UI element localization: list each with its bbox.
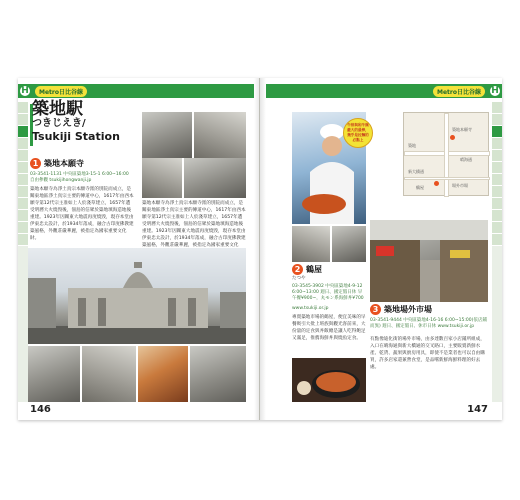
spot-2-kana: たつや bbox=[292, 276, 306, 281]
spot-1-body-right: 築地本願寺為淨土真宗本願寺派的別院而成立，是關東地區淨土真宗主要的傳道中心，1617年由西本願寺第12代宗主准如上人於淺草建立，1657年遭受明曆大火燒毀後，佃島的信眾於築地填海造地後重建。1923年因關東大地震再度燒毀，現存本堂由伊東忠太設計，於1934年落成，融合古印度佛教建築風格，外觀莊嚴華麗，被指定為國家重要文化 bbox=[142, 201, 246, 248]
guardian-statue-photo bbox=[142, 112, 192, 158]
spot-2-info: 03-3545-3902 中央區築地4-9-12 6:00~13:00 週日、國定假日休 早午餐¥900~，丸モン系海鮮丼¥700 bbox=[292, 284, 364, 301]
map-label-harumi: 晴海通 bbox=[460, 157, 472, 162]
map-label-tsuruya: 鶴屋 bbox=[416, 185, 424, 190]
bottom-photo-1 bbox=[28, 346, 80, 402]
map-pin-icon bbox=[450, 135, 455, 140]
spot-2-header bbox=[292, 264, 322, 275]
right-page bbox=[260, 78, 502, 420]
book-gutter bbox=[254, 78, 266, 420]
outer-market-photo bbox=[370, 220, 488, 302]
line-label-left: Metro日比谷線 bbox=[35, 86, 87, 97]
tsukiji-hongwanji-photo bbox=[28, 248, 246, 344]
spot-2-name: 鶴屋 bbox=[306, 265, 322, 274]
left-index-tabs bbox=[18, 102, 28, 402]
map-label-shinohashi: 新大橋通 bbox=[408, 169, 424, 174]
spot-1-name: 築地本願寺 bbox=[44, 159, 84, 168]
page-number-left: 146 bbox=[30, 404, 51, 415]
line-label-right: Metro日比谷線 bbox=[433, 86, 485, 97]
spot-1-number: 1 bbox=[30, 158, 41, 169]
spot-1-body-left: 築地本願寺為淨土真宗本願寺派的別院而成立，是關東地區淨土真宗主要的傳道中心，1617年由西本願寺第12代宗主准如上人於淺草建立，1657年遭受明曆大火燒毀後，佃島的信眾於築地填海造地後重建。1923年因關東大地震再度燒毀，現存本堂由伊東忠太設計，於1934年落成，融合古印度佛教建築風格，外觀莊嚴華麗，被指定為國家重要文化財。 bbox=[30, 187, 134, 241]
spot-3-number: 3 bbox=[370, 304, 381, 315]
bottom-photo-4 bbox=[190, 346, 246, 402]
bottom-photo-3 bbox=[138, 346, 188, 402]
kaisendon-photo bbox=[292, 358, 366, 402]
bowl-illustration bbox=[292, 358, 366, 402]
spot-2-url[interactable]: www.tsukiji.or.jp bbox=[292, 306, 329, 311]
callout-bubble: 牛排與和牛無敵大的最棒，幾乎是拉麵的必點上 bbox=[343, 118, 373, 148]
temple-detail-photo bbox=[194, 112, 246, 158]
book-spread bbox=[18, 78, 502, 420]
area-map bbox=[403, 112, 489, 196]
market-street-silhouette bbox=[370, 220, 488, 302]
spot-3-header bbox=[370, 304, 432, 315]
spot-3-body: 有點像迪化街的場外市場，由多達數百家小店鋪所組成，入口在晴海通與新大橋通的交叉路口，主要販賣新鮮水產、乾貨、蔬果與廚房用具，即使不是業者也可以自由購買，許多店家還兼營食堂，是品嚐新鮮海鮮料理的好去處。 bbox=[370, 337, 485, 370]
right-header-bar bbox=[266, 84, 502, 98]
line-badge-right: H bbox=[488, 84, 502, 98]
temple-silhouette bbox=[28, 248, 246, 344]
station-kana: つきじえき/ bbox=[32, 118, 86, 129]
station-english: Tsukiji Station bbox=[32, 130, 120, 143]
line-badge-left: H bbox=[18, 84, 32, 98]
temple-ornament-photo bbox=[184, 158, 246, 198]
lion-statue-photo bbox=[142, 158, 182, 198]
page-number-right: 147 bbox=[467, 404, 488, 415]
left-page bbox=[18, 78, 260, 420]
spot-3-info: 03-3541-9444 中央區築地4-16-16 6:00~15:00(依店鋪而異) 週日、國定假日、休市日休 www.tsukiji.or.jp bbox=[370, 318, 487, 329]
map-road-lower bbox=[404, 177, 490, 180]
map-label-temple: 築地本願寺 bbox=[452, 127, 472, 132]
map-pin-icon bbox=[434, 181, 439, 186]
spot-1-header bbox=[30, 158, 84, 169]
station-name: 築地駅 bbox=[32, 99, 83, 119]
spot-1-info: 03-3541-1131 中央區築地3-15-1 6:00~16:00 自由參觀 tsukijihongwanji.jp bbox=[30, 172, 129, 183]
bottom-photo-2 bbox=[82, 346, 136, 402]
left-header-bar bbox=[18, 84, 254, 98]
spot-3-name: 築地場外市場 bbox=[384, 305, 432, 314]
map-label-market: 場外市場 bbox=[452, 183, 468, 188]
tsuruya-shop-photo bbox=[292, 226, 330, 262]
map-road-vertical bbox=[444, 113, 449, 197]
spot-2-body: 專賣築地市場的鶴屋，便宜美味的早餐吸引大批上班族與觀光客前來，大份量的定食與丼飯總是讓人吃得飽足又滿足，推薦海鮮丼與燒魚定食。 bbox=[292, 315, 366, 341]
station-title-block bbox=[32, 100, 142, 143]
tsuruya-interior-photo bbox=[332, 226, 366, 262]
spot-2-number: 2 bbox=[292, 264, 303, 275]
right-index-tabs bbox=[492, 102, 502, 402]
map-label-station: 築地 bbox=[408, 143, 416, 148]
